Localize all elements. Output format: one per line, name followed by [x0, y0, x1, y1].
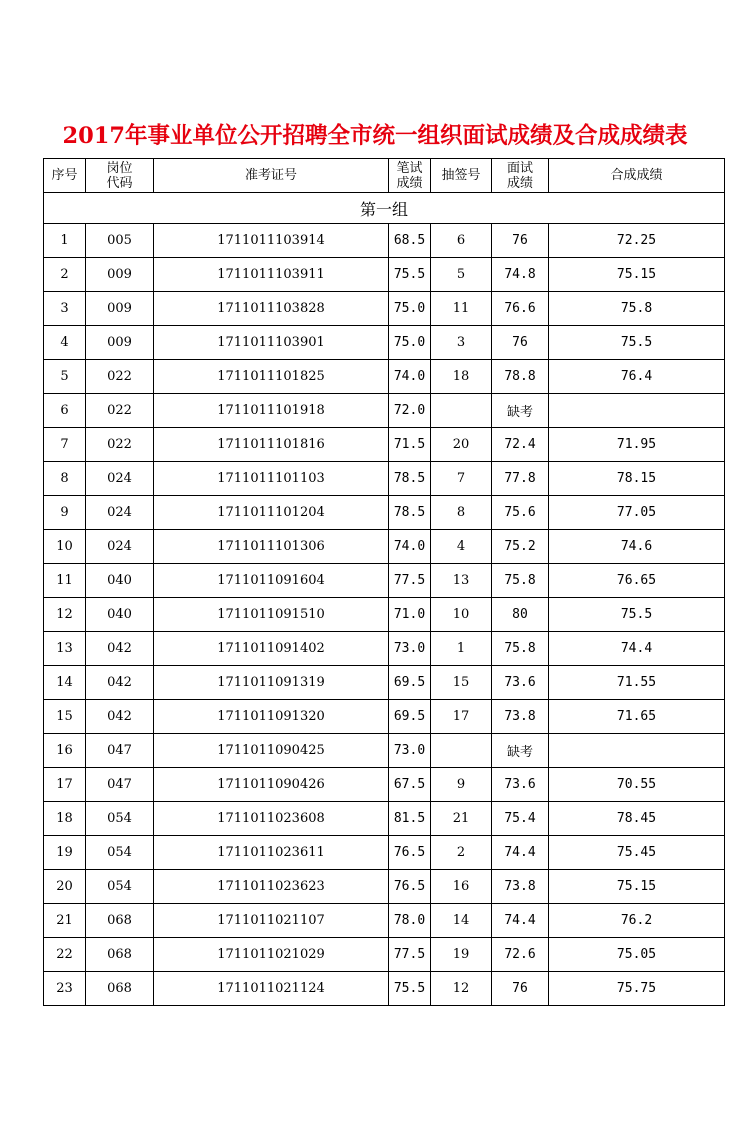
cell-interview-score: 76 [492, 326, 549, 360]
cell-seq: 23 [44, 972, 86, 1006]
cell-interview-score: 80 [492, 598, 549, 632]
document-title: 2017年事业单位公开招聘全市统一组织面试成绩及合成成绩表 [62, 123, 688, 149]
cell-written-score: 68.5 [389, 224, 431, 258]
cell-post-code: 054 [86, 870, 154, 904]
cell-written-score: 75.5 [389, 258, 431, 292]
cell-lot-number: 3 [431, 326, 492, 360]
table-row [44, 564, 725, 598]
cell-lot-number: 14 [431, 904, 492, 938]
cell-written-score: 67.5 [389, 768, 431, 802]
header-written-line2: 成绩 [396, 175, 423, 191]
table-row [44, 462, 725, 496]
cell-seq: 11 [44, 564, 86, 598]
cell-seq: 8 [44, 462, 86, 496]
table-row [44, 530, 725, 564]
cell-post-code: 009 [86, 292, 154, 326]
cell-written-score: 78.5 [389, 496, 431, 530]
cell-lot-number: 1 [431, 632, 492, 666]
cell-combined-score: 75.5 [549, 598, 725, 632]
cell-written-score: 78.5 [389, 462, 431, 496]
table-row [44, 700, 725, 734]
cell-interview-score: 74.4 [492, 904, 549, 938]
table-row [44, 258, 725, 292]
cell-interview-score: 78.8 [492, 360, 549, 394]
cell-lot-number: 11 [431, 292, 492, 326]
cell-post-code: 009 [86, 326, 154, 360]
cell-exam-id: 1711011101816 [154, 428, 389, 462]
table-row [44, 496, 725, 530]
cell-post-code: 068 [86, 938, 154, 972]
cell-written-score: 71.5 [389, 428, 431, 462]
cell-exam-id: 1711011103914 [154, 224, 389, 258]
cell-lot-number: 2 [431, 836, 492, 870]
cell-exam-id: 1711011021107 [154, 904, 389, 938]
cell-post-code: 022 [86, 394, 154, 428]
table-row [44, 598, 725, 632]
score-table [43, 158, 725, 1006]
cell-seq: 7 [44, 428, 86, 462]
cell-post-code: 068 [86, 904, 154, 938]
cell-lot-number: 12 [431, 972, 492, 1006]
header-lot-label: 抽签号 [441, 168, 481, 183]
cell-seq: 1 [44, 224, 86, 258]
cell-post-code: 024 [86, 530, 154, 564]
header-combined-label: 合成成绩 [610, 168, 663, 183]
cell-seq: 21 [44, 904, 86, 938]
cell-seq: 12 [44, 598, 86, 632]
header-combined-score [549, 159, 725, 193]
table-header [44, 159, 725, 193]
cell-post-code: 009 [86, 258, 154, 292]
cell-exam-id: 1711011103828 [154, 292, 389, 326]
cell-seq: 19 [44, 836, 86, 870]
table-row [44, 870, 725, 904]
table-row [44, 224, 725, 258]
cell-exam-id: 1711011101103 [154, 462, 389, 496]
cell-written-score: 73.0 [389, 734, 431, 768]
cell-exam-id: 1711011023623 [154, 870, 389, 904]
header-seq-label: 序号 [51, 168, 78, 183]
cell-combined-score: 76.65 [549, 564, 725, 598]
cell-exam-id: 1711011091319 [154, 666, 389, 700]
cell-combined-score: 76.4 [549, 360, 725, 394]
cell-seq: 17 [44, 768, 86, 802]
cell-interview-score: 75.4 [492, 802, 549, 836]
cell-interview-score: 76 [492, 972, 549, 1006]
cell-post-code: 005 [86, 224, 154, 258]
cell-post-code: 042 [86, 700, 154, 734]
cell-lot-number: 19 [431, 938, 492, 972]
cell-written-score: 69.5 [389, 666, 431, 700]
cell-interview-score: 75.6 [492, 496, 549, 530]
cell-combined-score: 70.55 [549, 768, 725, 802]
header-interview-line2: 成绩 [506, 175, 533, 191]
cell-exam-id: 1711011103911 [154, 258, 389, 292]
cell-lot-number: 20 [431, 428, 492, 462]
cell-lot-number: 13 [431, 564, 492, 598]
cell-combined-score: 75.75 [549, 972, 725, 1006]
cell-interview-score: 75.2 [492, 530, 549, 564]
cell-combined-score: 75.15 [549, 870, 725, 904]
cell-combined-score: 72.25 [549, 224, 725, 258]
table-row [44, 666, 725, 700]
group-label: 第一组 [44, 193, 725, 224]
cell-exam-id: 1711011023608 [154, 802, 389, 836]
cell-post-code: 054 [86, 802, 154, 836]
cell-exam-id: 1711011023611 [154, 836, 389, 870]
cell-lot-number: 6 [431, 224, 492, 258]
cell-post-code: 047 [86, 734, 154, 768]
cell-exam-id: 1711011101918 [154, 394, 389, 428]
cell-lot-number: 4 [431, 530, 492, 564]
cell-combined-score [549, 734, 725, 768]
cell-seq: 5 [44, 360, 86, 394]
cell-combined-score: 78.15 [549, 462, 725, 496]
cell-written-score: 76.5 [389, 870, 431, 904]
cell-lot-number: 21 [431, 802, 492, 836]
cell-post-code: 042 [86, 632, 154, 666]
cell-exam-id: 1711011091604 [154, 564, 389, 598]
cell-lot-number [431, 734, 492, 768]
cell-seq: 6 [44, 394, 86, 428]
cell-seq: 15 [44, 700, 86, 734]
cell-seq: 22 [44, 938, 86, 972]
cell-combined-score: 76.2 [549, 904, 725, 938]
cell-combined-score: 71.55 [549, 666, 725, 700]
cell-combined-score: 75.45 [549, 836, 725, 870]
cell-exam-id: 1711011101204 [154, 496, 389, 530]
cell-written-score: 75.5 [389, 972, 431, 1006]
cell-interview-score: 74.8 [492, 258, 549, 292]
cell-written-score: 81.5 [389, 802, 431, 836]
cell-lot-number: 9 [431, 768, 492, 802]
cell-written-score: 77.5 [389, 938, 431, 972]
cell-lot-number: 7 [431, 462, 492, 496]
cell-seq: 10 [44, 530, 86, 564]
table-row [44, 802, 725, 836]
cell-seq: 14 [44, 666, 86, 700]
cell-seq: 18 [44, 802, 86, 836]
cell-post-code: 047 [86, 768, 154, 802]
header-post-line2: 代码 [106, 175, 133, 191]
cell-exam-id: 1711011091510 [154, 598, 389, 632]
cell-post-code: 022 [86, 360, 154, 394]
cell-seq: 13 [44, 632, 86, 666]
table-body [44, 224, 725, 1006]
header-written-line1: 笔试 [396, 160, 423, 176]
table-row [44, 632, 725, 666]
cell-exam-id: 1711011091402 [154, 632, 389, 666]
table-row [44, 938, 725, 972]
table-row [44, 734, 725, 768]
cell-lot-number: 18 [431, 360, 492, 394]
table-row [44, 768, 725, 802]
table-row [44, 360, 725, 394]
cell-written-score: 77.5 [389, 564, 431, 598]
cell-interview-score: 76.6 [492, 292, 549, 326]
cell-interview-score: 73.6 [492, 768, 549, 802]
table-row [44, 394, 725, 428]
header-exam-id-label: 准考证号 [244, 168, 297, 183]
cell-combined-score: 77.05 [549, 496, 725, 530]
cell-interview-score: 73.6 [492, 666, 549, 700]
cell-lot-number [431, 394, 492, 428]
cell-written-score: 73.0 [389, 632, 431, 666]
cell-interview-score: 75.8 [492, 564, 549, 598]
cell-written-score: 75.0 [389, 326, 431, 360]
cell-exam-id: 1711011090425 [154, 734, 389, 768]
cell-seq: 3 [44, 292, 86, 326]
cell-post-code: 054 [86, 836, 154, 870]
cell-written-score: 78.0 [389, 904, 431, 938]
cell-interview-score: 缺考 [492, 734, 549, 768]
cell-lot-number: 15 [431, 666, 492, 700]
cell-post-code: 040 [86, 598, 154, 632]
cell-lot-number: 16 [431, 870, 492, 904]
cell-interview-score: 72.4 [492, 428, 549, 462]
header-lot-number [431, 159, 492, 193]
cell-post-code: 042 [86, 666, 154, 700]
cell-written-score: 75.0 [389, 292, 431, 326]
cell-lot-number: 17 [431, 700, 492, 734]
cell-interview-score: 72.6 [492, 938, 549, 972]
cell-seq: 9 [44, 496, 86, 530]
cell-interview-score: 74.4 [492, 836, 549, 870]
cell-written-score: 69.5 [389, 700, 431, 734]
header-interview-line1: 面试 [506, 160, 533, 176]
cell-post-code: 040 [86, 564, 154, 598]
cell-exam-id: 1711011101306 [154, 530, 389, 564]
header-written-score [389, 159, 431, 193]
cell-combined-score: 75.8 [549, 292, 725, 326]
cell-seq: 16 [44, 734, 86, 768]
cell-post-code: 022 [86, 428, 154, 462]
cell-lot-number: 5 [431, 258, 492, 292]
cell-interview-score: 73.8 [492, 870, 549, 904]
cell-combined-score: 74.4 [549, 632, 725, 666]
cell-combined-score: 74.6 [549, 530, 725, 564]
cell-combined-score: 78.45 [549, 802, 725, 836]
cell-interview-score: 76 [492, 224, 549, 258]
cell-interview-score: 73.8 [492, 700, 549, 734]
table-row [44, 836, 725, 870]
cell-exam-id: 1711011021029 [154, 938, 389, 972]
cell-exam-id: 1711011103901 [154, 326, 389, 360]
cell-written-score: 74.0 [389, 530, 431, 564]
group-header [44, 193, 725, 224]
table-row [44, 428, 725, 462]
cell-written-score: 74.0 [389, 360, 431, 394]
cell-combined-score: 75.05 [549, 938, 725, 972]
cell-lot-number: 8 [431, 496, 492, 530]
cell-post-code: 024 [86, 462, 154, 496]
header-interview-score [492, 159, 549, 193]
cell-combined-score: 71.65 [549, 700, 725, 734]
cell-seq: 2 [44, 258, 86, 292]
cell-interview-score: 75.8 [492, 632, 549, 666]
table-row [44, 326, 725, 360]
cell-post-code: 068 [86, 972, 154, 1006]
header-seq [44, 159, 86, 193]
cell-lot-number: 10 [431, 598, 492, 632]
cell-combined-score: 75.5 [549, 326, 725, 360]
cell-seq: 20 [44, 870, 86, 904]
header-post-code [86, 159, 154, 193]
cell-exam-id: 1711011101825 [154, 360, 389, 394]
header-exam-id [154, 159, 389, 193]
cell-written-score: 71.0 [389, 598, 431, 632]
cell-combined-score: 71.95 [549, 428, 725, 462]
cell-post-code: 024 [86, 496, 154, 530]
cell-seq: 4 [44, 326, 86, 360]
table-row [44, 972, 725, 1006]
table-row [44, 904, 725, 938]
cell-exam-id: 1711011021124 [154, 972, 389, 1006]
table-row [44, 292, 725, 326]
cell-written-score: 72.0 [389, 394, 431, 428]
cell-exam-id: 1711011091320 [154, 700, 389, 734]
cell-written-score: 76.5 [389, 836, 431, 870]
cell-interview-score: 77.8 [492, 462, 549, 496]
cell-interview-score: 缺考 [492, 394, 549, 428]
cell-combined-score [549, 394, 725, 428]
header-post-line1: 岗位 [106, 160, 133, 176]
cell-combined-score: 75.15 [549, 258, 725, 292]
cell-exam-id: 1711011090426 [154, 768, 389, 802]
